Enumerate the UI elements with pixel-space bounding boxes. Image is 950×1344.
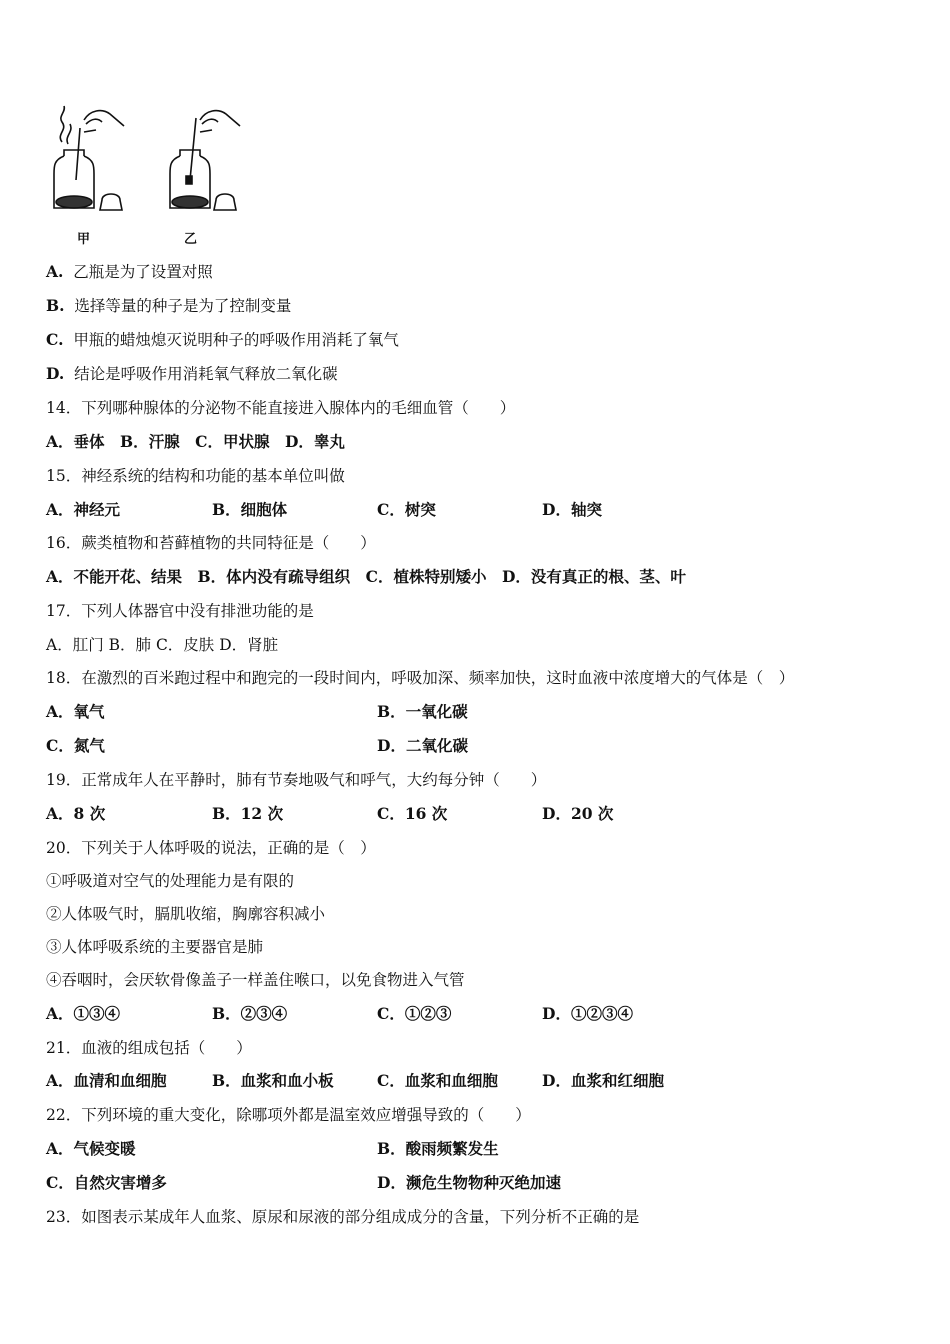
q15-option-d: D．轴突 (542, 500, 602, 519)
jar-right-illustration (170, 111, 240, 210)
q18-option-c: C．氮气 (46, 736, 105, 755)
q20-option-c: C．①②③ (377, 1004, 452, 1023)
figure-label-left: 甲 (77, 232, 91, 247)
experiment-jars-figure (40, 100, 250, 250)
q18-option-b: B．一氧化碳 (377, 702, 468, 721)
q13-option-d: D. 结论是呼吸作用消耗氧气释放二氧化碳 (46, 364, 338, 383)
q13-option-b: B. 选择等量的种子是为了控制变量 (46, 296, 292, 315)
q20-option-a: A．①③④ (46, 1004, 121, 1023)
q19-stem: 19．正常成年人在平静时，肺有节奏地吸气和呼气，大约每分钟（ ） (46, 771, 547, 789)
q16-stem: 16．蕨类植物和苔藓植物的共同特征是（ ） (46, 534, 376, 552)
q20-option-b: B．②③④ (212, 1004, 288, 1023)
q18-option-d: D．二氧化碳 (377, 736, 468, 755)
q18-option-a: A．氧气 (46, 702, 105, 721)
q21-option-d: D．血浆和红细胞 (542, 1071, 664, 1090)
q22-stem: 22．下列环境的重大变化，除哪项外都是温室效应增强导致的（ ） (46, 1106, 531, 1124)
q21-option-a: A．血清和血细胞 (46, 1071, 167, 1090)
q19-option-a: A．8 次 (46, 804, 106, 823)
q20-stem: 20．下列关于人体呼吸的说法，正确的是（ ） (46, 839, 376, 857)
q13-option-c: C. 甲瓶的蜡烛熄灭说明种子的呼吸作用消耗了氧气 (46, 330, 399, 349)
q19-option-b: B．12 次 (212, 804, 284, 823)
figure-label-right: 乙 (184, 232, 198, 247)
q19-option-d: D．20 次 (542, 804, 614, 823)
q14-stem: 14．下列哪种腺体的分泌物不能直接进入腺体内的毛细血管（ ） (46, 399, 516, 417)
q21-option-b: B．血浆和血小板 (212, 1071, 334, 1090)
q22-option-a: A．气候变暖 (46, 1139, 136, 1158)
q20-statement-3: ③人体呼吸系统的主要器官是肺 (46, 938, 264, 956)
q22-option-d: D．濒危生物物种灭绝加速 (377, 1173, 561, 1192)
q15-option-b: B．细胞体 (212, 500, 288, 519)
q15-stem: 15．神经系统的结构和功能的基本单位叫做 (46, 467, 345, 485)
q21-option-c: C．血浆和血细胞 (377, 1071, 498, 1090)
q13-option-a: A. 乙瓶是为了设置对照 (46, 262, 213, 281)
q15-option-a: A．神经元 (46, 500, 121, 519)
q22-option-c: C．自然灾害增多 (46, 1173, 167, 1192)
q20-statement-2: ②人体吸气时，膈肌收缩，胸廓容积减小 (46, 905, 326, 923)
q18-stem: 18．在激烈的百米跑过程中和跑完的一段时间内，呼吸加深、频率加快，这时血液中浓度增大的气体是（ ） (46, 669, 795, 687)
q14-options: A．垂体 B．汗腺 C．甲状腺 D．睾丸 (46, 432, 345, 451)
q20-statement-1: ①呼吸道对空气的处理能力是有限的 (46, 872, 295, 890)
q16-options: A．不能开花、结果 B．体内没有疏导组织 C．植株特别矮小 D．没有真正的根、茎、叶 (46, 567, 686, 586)
q17-options: A．肛门 B．肺 C．皮肤 D．肾脏 (46, 636, 279, 654)
q22-option-b: B．酸雨频繁发生 (377, 1139, 499, 1158)
q17-stem: 17．下列人体器官中没有排泄功能的是 (46, 602, 314, 620)
q20-statement-4: ④吞咽时，会厌软骨像盖子一样盖住喉口，以免食物进入气管 (46, 971, 465, 989)
q23-stem: 23．如图表示某成年人血浆、原尿和尿液的部分组成成分的含量，下列分析不正确的是 (46, 1208, 640, 1226)
q19-option-c: C．16 次 (377, 804, 448, 823)
jar-left-illustration (54, 106, 124, 210)
q20-option-d: D．①②③④ (542, 1004, 633, 1023)
q15-option-c: C．树突 (377, 500, 436, 519)
q21-stem: 21．血液的组成包括（ ） (46, 1039, 252, 1057)
